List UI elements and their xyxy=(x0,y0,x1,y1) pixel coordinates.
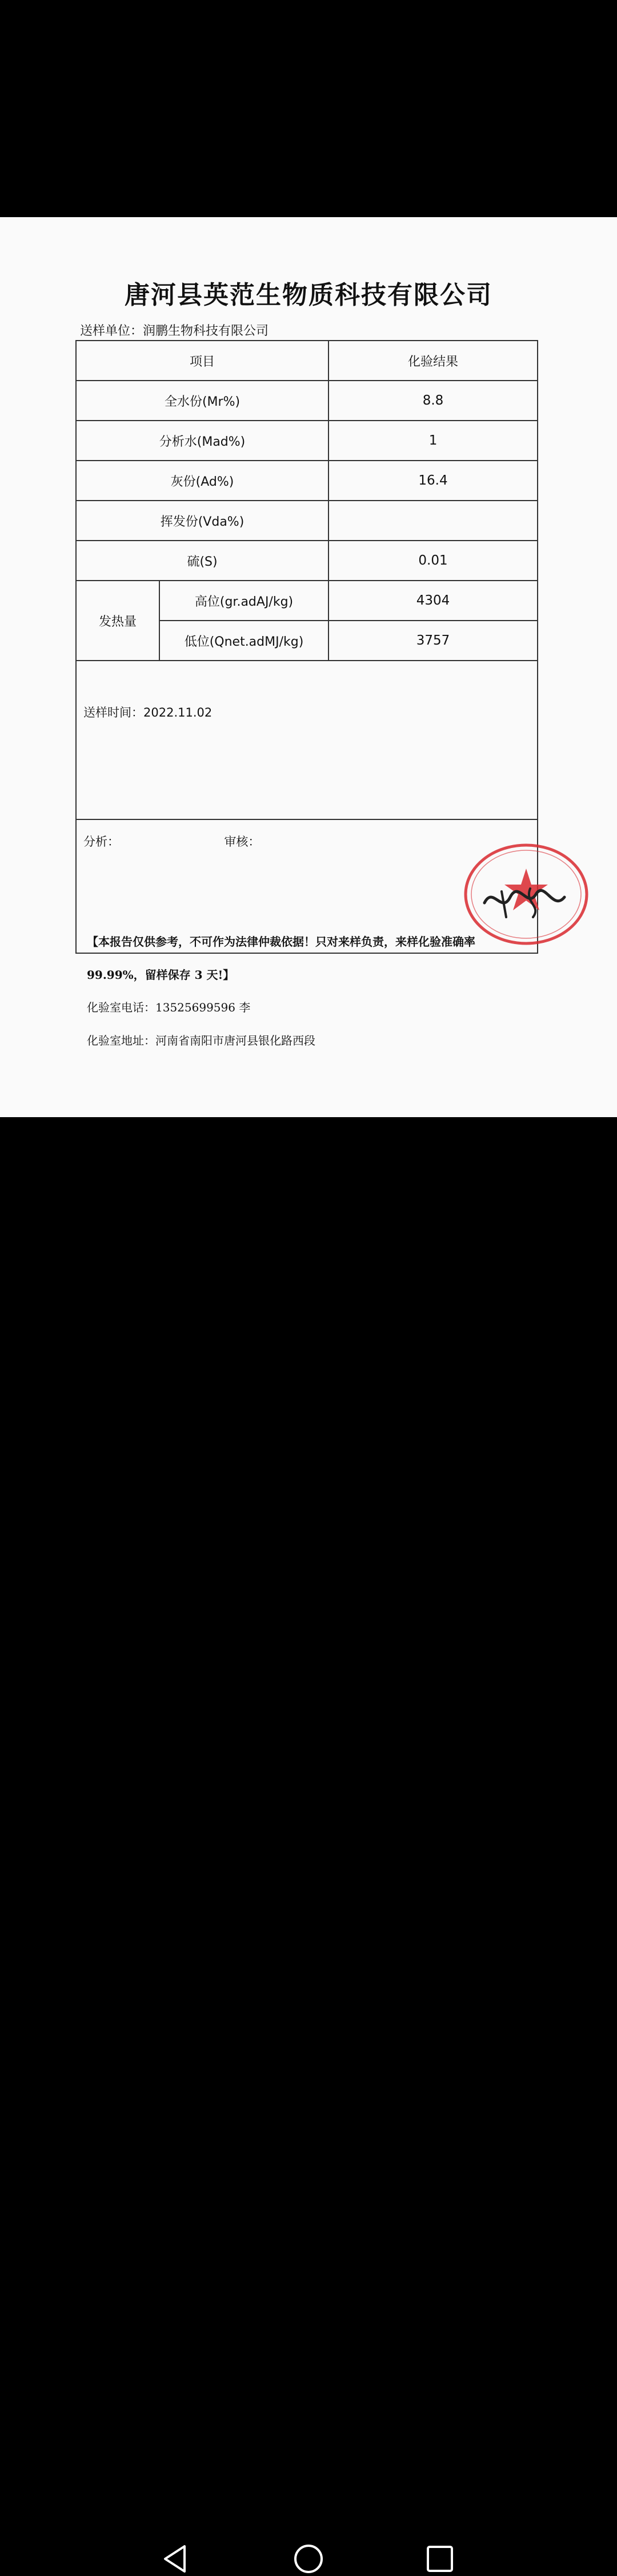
sample-time: 送样时间：2022.11.02 xyxy=(76,661,538,819)
sample-time-row xyxy=(76,661,538,819)
recents-icon[interactable] xyxy=(423,2542,457,2576)
row-label: 全水份(Mr%) xyxy=(76,381,328,421)
row-value: 0.01 xyxy=(328,541,538,581)
calorific-low-value: 3757 xyxy=(328,621,538,661)
disclaimer-line-2: 99.99%，留样保存 3 天!】 xyxy=(87,968,235,982)
table-row xyxy=(76,461,538,501)
home-icon[interactable] xyxy=(291,2542,326,2576)
client-unit: 送样单位：润鹏生物科技有限公司 xyxy=(80,324,269,338)
row-label: 挥发份(Vda%) xyxy=(76,501,328,541)
disclaimer-line-1: 【本报告仅供参考，不可作为法律仲裁依据！只对来样负责，来样化验准确率 xyxy=(87,935,475,949)
table-row xyxy=(76,541,538,581)
table-row xyxy=(76,421,538,461)
lab-phone: 化验室电话：13525699596 李 xyxy=(87,1001,251,1014)
row-label: 灰份(Ad%) xyxy=(76,461,328,501)
calorific-high-label: 高位(gr.adAJ/kg) xyxy=(159,581,328,621)
reviewer-label: 审核： xyxy=(224,835,261,849)
row-label: 分析水(Mad%) xyxy=(76,421,328,461)
table-row xyxy=(76,381,538,421)
company-title: 唐河县英范生物质科技有限公司 xyxy=(125,281,492,310)
system-navigation-bar xyxy=(0,1257,617,1337)
row-value: 1 xyxy=(328,421,538,461)
calorific-high-value: 4304 xyxy=(328,581,538,621)
row-label: 硫(S) xyxy=(76,541,328,581)
row-value xyxy=(328,501,538,541)
lab-address: 化验室地址：河南省南阳市唐河县银化路西段 xyxy=(87,1034,315,1047)
table-header-row xyxy=(76,341,538,381)
analyst-label: 分析： xyxy=(83,835,119,849)
header-item: 项目 xyxy=(76,341,328,381)
calorific-low-label: 低位(Qnet.adMJ/kg) xyxy=(159,621,328,661)
table-row xyxy=(76,581,538,621)
official-seal-stamp xyxy=(462,840,591,949)
row-value: 16.4 xyxy=(328,461,538,501)
header-result: 化验结果 xyxy=(328,341,538,381)
table-row xyxy=(76,501,538,541)
calorific-label: 发热量 xyxy=(76,581,159,661)
report-paper xyxy=(0,217,617,1117)
back-icon[interactable] xyxy=(159,2542,194,2576)
row-value: 8.8 xyxy=(328,381,538,421)
